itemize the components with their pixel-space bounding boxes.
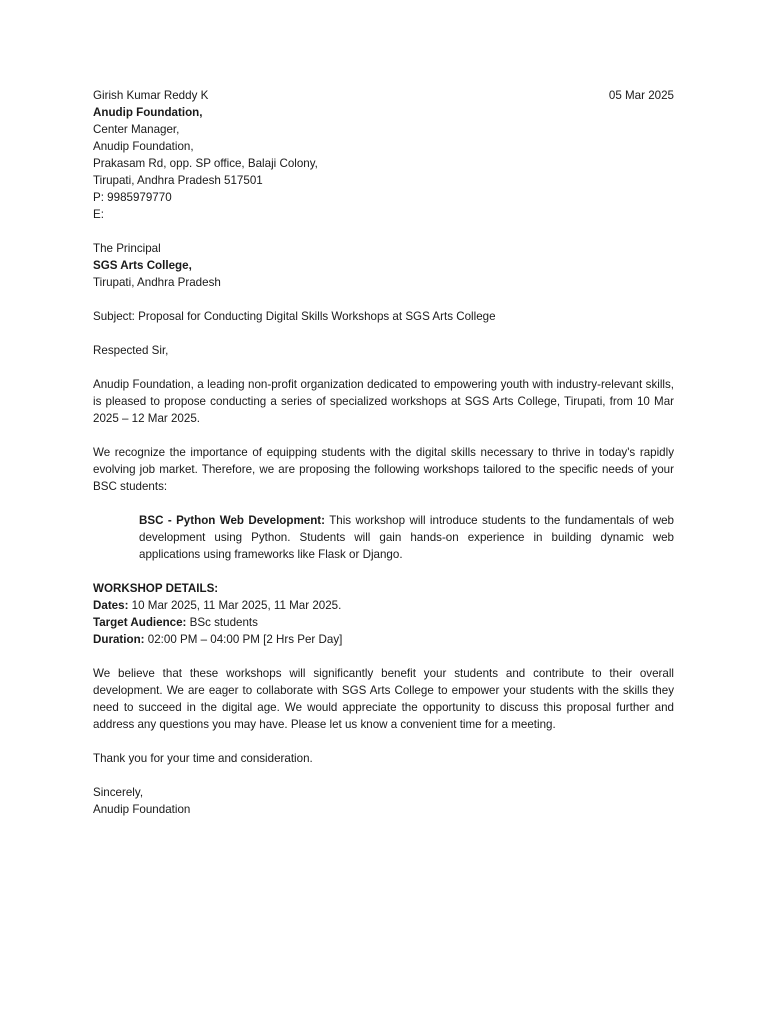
dates-value: 10 Mar 2025, 11 Mar 2025, 11 Mar 2025. [128, 599, 342, 612]
sender-address-line2: Tirupati, Andhra Pradesh 517501 [93, 174, 263, 187]
signature: Anudip Foundation [93, 803, 191, 816]
recognition-paragraph: We recognize the importance of equipping students with the digital skills necessary to thrive in today's rapidly evolving job market. Therefore, we are proposing the following workshops tailored to the specific needs of your BSC students: [93, 446, 674, 493]
details-heading: WORKSHOP DETAILS: [93, 582, 219, 595]
duration-label: Duration: [93, 633, 145, 646]
intro-paragraph: Anudip Foundation, a leading non-profit organization dedicated to empowering youth with industry-relevant skills, is pleased to propose conducting a series of specialized workshops at SGS Arts College, Tirupati, from 10 Mar 2025 – 12 Mar 2025. [93, 378, 674, 425]
details-duration [93, 631, 674, 648]
sender-title: Center Manager, [93, 123, 180, 136]
details-dates [93, 597, 674, 614]
sender-organization: Anudip Foundation, [93, 106, 203, 119]
sender-phone: P: 9985979770 [93, 191, 172, 204]
sender-name: Girish Kumar Reddy K [93, 89, 209, 102]
sender-address-line1: Prakasam Rd, opp. SP office, Balaji Colony, [93, 157, 318, 170]
salutation: Respected Sir, [93, 344, 169, 357]
recipient-location: Tirupati, Andhra Pradesh [93, 276, 221, 289]
details-audience [93, 614, 674, 631]
benefit-paragraph: We believe that these workshops will significantly benefit your students and contribute to their overall development. We are eager to collaborate with SGS Arts College to empower your students with the skills they need to succeed in the digital age. We would appreciate the opportunity to discuss this proposal further and address any questions you may have. Please let us know a convenient time for a meeting. [93, 667, 674, 731]
workshop-item [139, 512, 674, 563]
letter-date: 05 Mar 2025 [608, 89, 674, 102]
recipient-title: The Principal [93, 242, 161, 255]
workshop-description: This workshop will introduce students to the fundamentals of web development using Python. Students will gain hands-on experience in building dynamic web applications using frameworks like Flask or Django. [139, 514, 674, 561]
recipient-college: SGS Arts College, [93, 259, 192, 272]
letter [93, 87, 674, 818]
audience-label: Target Audience: [93, 616, 187, 629]
audience-value: BSc students [186, 616, 258, 629]
workshop-title: BSC - Python Web Development: [139, 514, 326, 527]
letter-header [93, 87, 674, 104]
sender-email: E: [93, 208, 104, 221]
sender-organization-repeat: Anudip Foundation, [93, 140, 194, 153]
duration-value: 02:00 PM – 04:00 PM [2 Hrs Per Day] [144, 633, 343, 646]
thanks-line: Thank you for your time and consideration. [93, 752, 313, 765]
subject-line: Subject: Proposal for Conducting Digital Skills Workshops at SGS Arts College [93, 310, 496, 323]
closing: Sincerely, [93, 786, 144, 799]
dates-label: Dates: [93, 599, 129, 612]
